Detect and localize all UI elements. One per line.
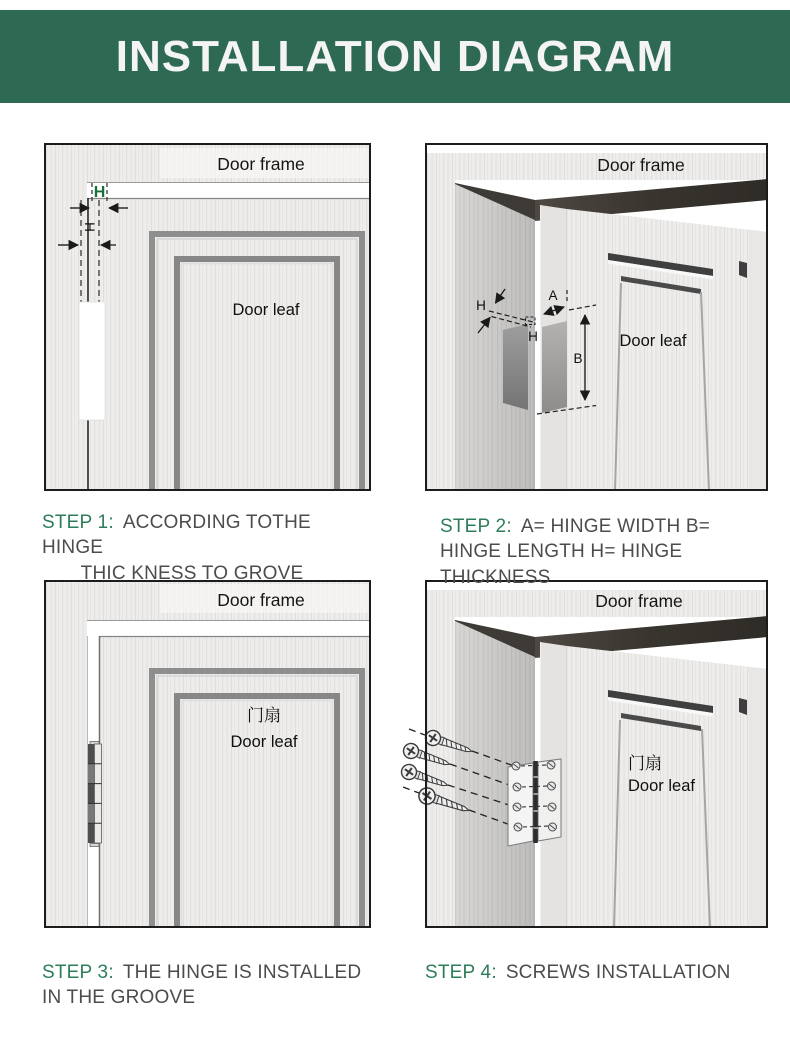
hinge-icon xyxy=(508,759,561,846)
step4-caption xyxy=(425,960,765,985)
dimension-h-label: H xyxy=(476,298,486,313)
hinge-icon xyxy=(88,742,102,847)
frame-leaf-gap xyxy=(87,182,371,199)
door-leaf-label: Door leaf xyxy=(628,777,695,795)
step3-label: STEP 3: xyxy=(42,962,114,983)
step2-label: STEP 2: xyxy=(440,516,512,537)
door-frame-label: Door frame xyxy=(217,154,305,174)
step2-caption xyxy=(440,514,745,590)
dimension-b-label: B xyxy=(573,351,583,366)
door-frame-label: Door frame xyxy=(597,155,685,175)
step1-text-line1: ACCORDING TOTHE HINGE xyxy=(42,512,311,559)
door-leaf-label-cn: 门扇 xyxy=(247,706,281,725)
dimension-h-label: H xyxy=(93,184,106,201)
step2-diagram xyxy=(425,143,768,491)
step2-text: A= HINGE WIDTH B= HINGE LENGTH H= HINGE THICKNESS xyxy=(440,516,711,588)
door-leaf-label: Door leaf xyxy=(619,332,687,350)
leaf-hinge-groove xyxy=(542,321,567,413)
door-frame-label: Door frame xyxy=(217,590,305,610)
step3-text: THE HINGE IS INSTALLED IN THE GROOVE xyxy=(42,962,362,1009)
step1-label: STEP 1: xyxy=(42,512,114,533)
door-frame-label: Door frame xyxy=(595,591,683,611)
door-leaf-label: Door leaf xyxy=(232,301,300,319)
step4-label: STEP 4: xyxy=(425,962,497,983)
dimension-a-label: A xyxy=(548,288,558,303)
dimension-h-side-label: H xyxy=(82,222,97,232)
door-leaf-label: Door leaf xyxy=(230,733,298,751)
page-title: INSTALLATION DIAGRAM xyxy=(115,31,675,81)
frame-hinge-groove xyxy=(503,324,528,410)
step1-caption xyxy=(42,510,342,586)
header-banner xyxy=(0,10,790,103)
step3-caption xyxy=(42,960,367,1011)
dimension-h-corner-label: H xyxy=(528,329,538,344)
step4-text: SCREWS INSTALLATION xyxy=(505,962,731,983)
step3-diagram xyxy=(44,580,371,928)
hinge-groove-cutout xyxy=(79,302,105,420)
frame-outer-strip xyxy=(427,153,455,491)
door-leaf-label-cn: 门扇 xyxy=(628,754,662,773)
step4-diagram xyxy=(399,580,768,928)
step1-text-line2: THIC KNESS TO GROVE xyxy=(80,562,304,584)
step1-diagram xyxy=(44,143,371,491)
